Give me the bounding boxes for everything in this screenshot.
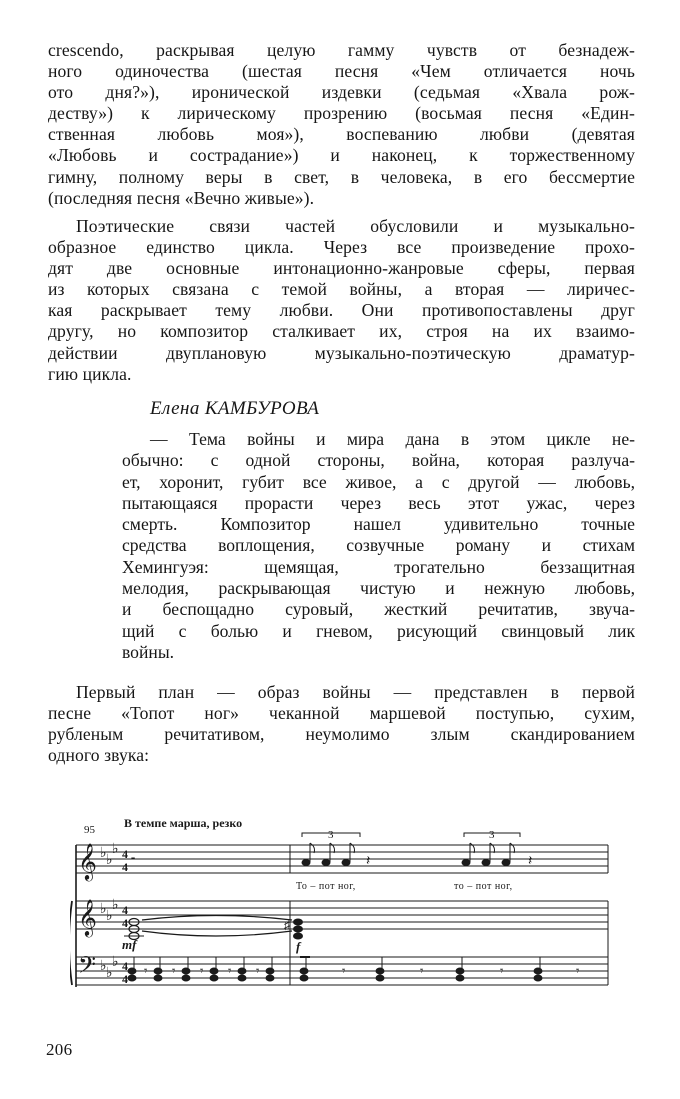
key-signature (100, 842, 119, 981)
svg-text:4: 4 (122, 847, 128, 861)
text-line: гию цикла. (48, 363, 132, 384)
quote-block (122, 429, 635, 663)
sharp-icon: ♯ (284, 918, 290, 932)
text-line: Хемингуэя: щемящая, трогательно беззащитная (122, 556, 635, 577)
text-line: мелодия, раскрывающая чистую и нежную любовь, (122, 578, 635, 599)
measure-number: 95 (84, 824, 95, 836)
text-line: рубленым речитативом, неумолимо злым скандированием (48, 724, 635, 745)
svg-text:𝄾: 𝄾 (420, 963, 424, 978)
text-line: ственная любовь моя»), воспеванию любви (девятая (48, 124, 635, 145)
svg-text:𝄾: 𝄾 (342, 963, 346, 978)
text-line: войны. (122, 641, 175, 662)
lyric: То – пот ног, (296, 881, 356, 892)
svg-text:𝄾: 𝄾 (228, 963, 232, 978)
svg-text:𝄾: 𝄾 (172, 963, 176, 978)
text-line: средства воплощения, созвучные роману и стихам (122, 535, 635, 556)
svg-text:𝄾: 𝄾 (200, 963, 204, 978)
text-line: кая раскрывает тему любви. Они противопоставлены друг (48, 300, 635, 321)
text-line: ного одиночества (шестая песня «Чем отличается ночь (48, 61, 635, 82)
svg-text:♭: ♭ (100, 959, 107, 974)
text-line: и беспощадно суровый, жесткий речитатив, звуча- (122, 599, 635, 620)
text-line: (последняя песня «Вечно живые»). (48, 187, 315, 208)
page-number: 206 (46, 1040, 73, 1059)
svg-text:4: 4 (122, 959, 128, 973)
paragraph-2 (48, 216, 635, 385)
time-signature (122, 847, 128, 986)
text-line: ото дня?»), иронической издевки (седьмая «Хвала рож- (48, 82, 635, 103)
svg-text:♭: ♭ (106, 966, 113, 981)
svg-text:♭: ♭ (106, 853, 113, 868)
bass-clef-icon: 𝄢 (78, 953, 97, 984)
text-line: crescendo, раскрывая целую гамму чувств от безнадеж- (48, 40, 635, 60)
paragraph-1 (48, 40, 635, 209)
text-line: щий с болью и гневом, рисующий свинцовый лик (122, 620, 635, 641)
text-line: — Тема войны и мира дана в этом цикле не- (150, 429, 635, 449)
text-line: одного звука: (48, 745, 150, 766)
paragraph-3 (48, 682, 635, 766)
text-line: песне «Топот ног» чеканной маршевой поступью, сухим, (48, 703, 635, 724)
piano-treble-staff (76, 901, 608, 929)
svg-text:𝄾: 𝄾 (256, 963, 260, 978)
svg-text:♭: ♭ (112, 842, 119, 857)
text-line: другу, но композитор сталкивает их, строя на их взаимо- (48, 321, 635, 342)
text-line: из которых связана с темой войны, а вторая — лиричес- (48, 279, 635, 300)
treble-clef-icon: 𝄞 (78, 843, 97, 879)
text-line: обычно: с одной стороны, война, которая разлуча- (122, 450, 635, 471)
svg-text:♭: ♭ (112, 955, 119, 970)
svg-text:𝄽: 𝄽 (366, 854, 371, 869)
svg-text:♭: ♭ (100, 846, 107, 861)
tempo-marking: В темпе марша, резко (124, 816, 243, 830)
svg-text:4: 4 (122, 903, 128, 917)
piano-chord (293, 919, 303, 940)
treble-clef-icon: 𝄞 (78, 899, 97, 935)
svg-text:𝄾: 𝄾 (500, 963, 504, 978)
svg-text:𝄾: 𝄾 (576, 963, 580, 978)
dynamic-marking: mf (122, 937, 137, 952)
quote-speaker: Елена КАМБУРОВА (150, 398, 320, 419)
svg-text:♭: ♭ (112, 898, 119, 913)
whole-rest-icon: 𝄼 (130, 852, 137, 869)
svg-text:♭: ♭ (100, 902, 107, 917)
svg-text:4: 4 (122, 972, 128, 986)
text-line: дят две основные интонационно-жанровые сферы, первая (48, 258, 635, 279)
svg-text:♭: ♭ (106, 909, 113, 924)
music-score (70, 815, 610, 995)
text-line: «Любовь и сострадание») и наконец, к торжественному (48, 145, 635, 166)
text-line: пытающаяся прорасти через весь этот ужас, через (122, 492, 635, 513)
triplet-mark: 3 (489, 829, 495, 841)
svg-text:𝄽: 𝄽 (528, 854, 533, 869)
text-line: ет, хоронит, губит все живое, а с другой — любовь, (122, 471, 635, 492)
text-line: гимну, полному веры в свет, в человека, в его бессмертие (48, 166, 635, 187)
svg-text:𝄾: 𝄾 (144, 963, 148, 978)
text-line: деству») к лирическому прозрению (восьмая песня «Един- (48, 103, 635, 124)
text-line: образное единство цикла. Через все произведение прохо- (48, 237, 635, 258)
text-line: Поэтические связи частей обусловили и музыкально- (76, 216, 635, 236)
svg-text:4: 4 (122, 916, 128, 930)
bass-notes (128, 957, 542, 981)
text-line: смерть. Композитор нашел удивительно точные (122, 514, 635, 535)
voice-notes (302, 843, 515, 866)
dynamic-marking: f (296, 939, 301, 954)
text-line: Первый план — образ войны — представлен в первой (76, 682, 635, 702)
text-line: действии двуплановую музыкально-поэтическую драматур- (48, 342, 635, 363)
triplet-mark: 3 (328, 829, 334, 841)
piano-chord (129, 916, 292, 940)
svg-text:4: 4 (122, 860, 128, 874)
lyric: то – пот ног, (454, 881, 513, 892)
